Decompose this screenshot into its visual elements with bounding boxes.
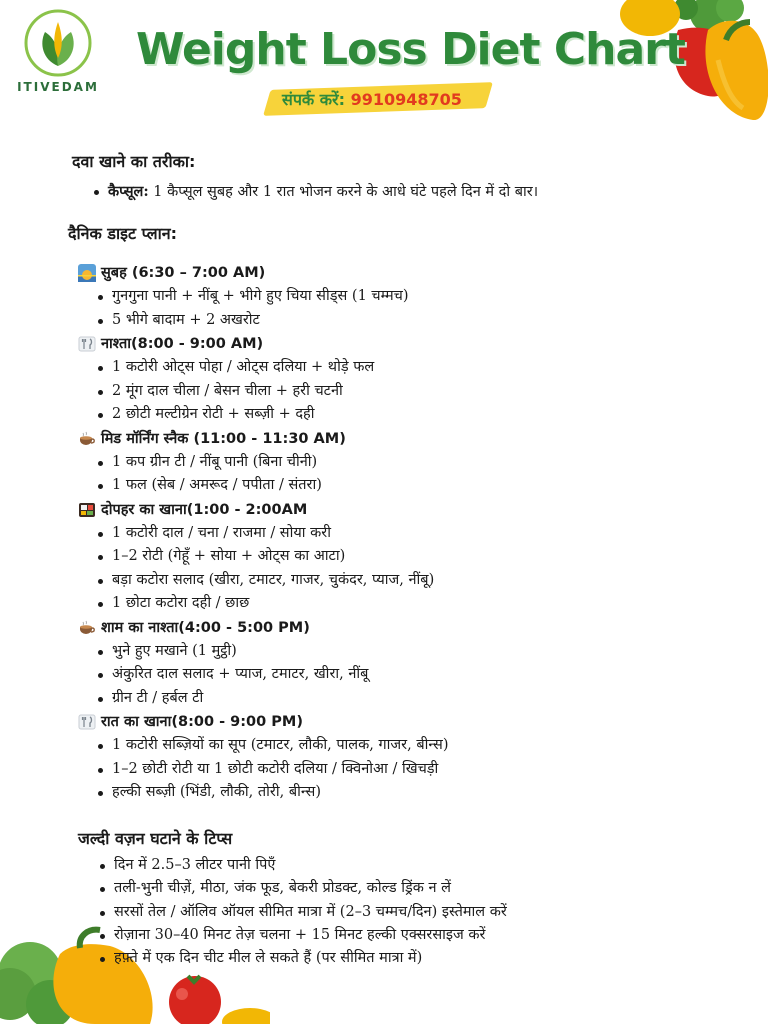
dosage-heading [66, 148, 203, 174]
meal-heading [78, 710, 448, 734]
list-item: 1 छोटा कटोरा दही / छाछ [96, 592, 448, 616]
dosage-heading-text: दवा खाने का तरीका: [66, 148, 203, 174]
page-title: Weight Loss Diet Chart [136, 24, 685, 75]
list-item: भुने हुए मखाने (1 मुट्ठी) [96, 640, 448, 664]
list-item: तली-भुनी चीज़ें, मीठा, जंक फूड, बेकरी प्रोडक्ट, कोल्ड ड्रिंक न लें [98, 877, 507, 900]
contact-number: 9910948705 [350, 90, 462, 109]
list-item: सरसों तेल / ऑलिव ऑयल सीमित मात्रा में (2–3 चम्मच/दिन) इस्तेमाल करें [98, 901, 507, 924]
list-item: 1 कटोरी दाल / चना / राजमा / सोया करी [96, 522, 448, 546]
capsule-text: 1 कैप्सूल सुबह और 1 रात भोजन करने के आधे घंटे पहले दिन में दो बार। [148, 184, 539, 200]
list-item: रोज़ाना 30–40 मिनट तेज़ चलना + 15 मिनट हल्की एक्सरसाइज करें [98, 924, 507, 947]
tea-cup-icon [78, 430, 96, 448]
list-item: 1 कटोरी सब्ज़ियों का सूप (टमाटर, लौकी, पालक, गाजर, बीन्स) [96, 734, 448, 758]
contact-banner [282, 82, 462, 116]
meal-items [96, 640, 448, 711]
meal-heading [78, 498, 448, 522]
meal-title: नाश्ता(8:00 - 9:00 AM) [101, 336, 264, 352]
meal-heading [78, 332, 448, 356]
leaf-logo-icon [21, 8, 95, 78]
meal-title: रात का खाना(8:00 - 9:00 PM) [101, 714, 303, 730]
list-item: 2 मूंग दाल चीला / बेसन चीला + हरी चटनी [96, 380, 448, 404]
list-item: 1 कटोरी ओट्स पोहा / ओट्स दलिया + थोड़े फल [96, 356, 448, 380]
list-item: 1–2 रोटी (गेहूँ + सोया + ओट्स का आटा) [96, 545, 448, 569]
meal-items [96, 285, 448, 332]
meal-block [78, 498, 448, 616]
list-item: हल्की सब्ज़ी (भिंडी, लौकी, तोरी, बीन्स) [96, 781, 448, 805]
meal-title: दोपहर का खाना(1:00 - 2:00AM [101, 501, 308, 518]
list-item: 1 कप ग्रीन टी / नींबू पानी (बिना चीनी) [96, 451, 448, 475]
meal-items [96, 451, 448, 498]
brand-name: ITIVEDAM [17, 80, 99, 94]
meal-heading [78, 261, 448, 285]
meal-heading [78, 427, 448, 451]
tips-heading [72, 825, 240, 851]
list-item: 5 भीगे बादाम + 2 अखरोट [96, 309, 448, 333]
meal-items [96, 522, 448, 616]
list-item: 1 फल (सेब / अमरूद / पपीता / संतरा) [96, 474, 448, 498]
fork-knife-icon [78, 713, 96, 731]
tips-heading-text: जल्दी वज़न घटाने के टिप्स [72, 825, 240, 851]
brand-logo [12, 8, 104, 94]
meal-items [96, 356, 448, 427]
contact-label: संपर्क करें: [282, 90, 345, 109]
list-item: हफ़्ते में एक दिन चीट मील ले सकते हैं (पर सीमित मात्रा में) [98, 947, 507, 970]
list-item [92, 180, 538, 205]
meal-block [78, 710, 448, 805]
meal-block [78, 427, 448, 498]
diet-plan-heading-text: दैनिक डाइट प्लान: [62, 220, 185, 246]
list-item: दिन में 2.5–3 लीटर पानी पिएँ [98, 854, 507, 877]
meal-block [78, 616, 448, 711]
tea-cup-icon [78, 619, 96, 637]
meal-plan [78, 261, 448, 805]
meal-block [78, 332, 448, 427]
capsule-label: कैप्सूल: [108, 183, 149, 200]
list-item: बड़ा कटोरा सलाद (खीरा, टमाटर, गाजर, चुकंदर, प्याज, नींबू) [96, 569, 448, 593]
meal-items [96, 734, 448, 805]
meal-block [78, 261, 448, 332]
fork-knife-icon [78, 335, 96, 353]
list-item: अंकुरित दाल सलाद + प्याज, टमाटर, खीरा, नींबू [96, 663, 448, 687]
meal-title: शाम का नाश्ता(4:00 - 5:00 PM) [101, 619, 310, 636]
meal-title: सुबह (6:30 – 7:00 AM) [101, 265, 266, 281]
sunrise-icon [78, 264, 96, 282]
list-item: ग्रीन टी / हर्बल टी [96, 687, 448, 711]
bento-box-icon [78, 501, 96, 519]
dosage-list [92, 180, 538, 205]
list-item: गुनगुना पानी + नींबू + भीगे हुए चिया सीड्स (1 चम्मच) [96, 285, 448, 309]
tips-list [98, 854, 507, 970]
list-item: 1–2 छोटी रोटी या 1 छोटी कटोरी दलिया / क्विनोआ / खिचड़ी [96, 758, 448, 782]
meal-heading [78, 616, 448, 640]
diet-plan-heading [62, 220, 185, 246]
contact-line [282, 82, 462, 110]
list-item: 2 छोटी मल्टीग्रेन रोटी + सब्ज़ी + दही [96, 403, 448, 427]
meal-title: मिड मॉर्निंग स्नैक (11:00 - 11:30 AM) [101, 430, 346, 447]
